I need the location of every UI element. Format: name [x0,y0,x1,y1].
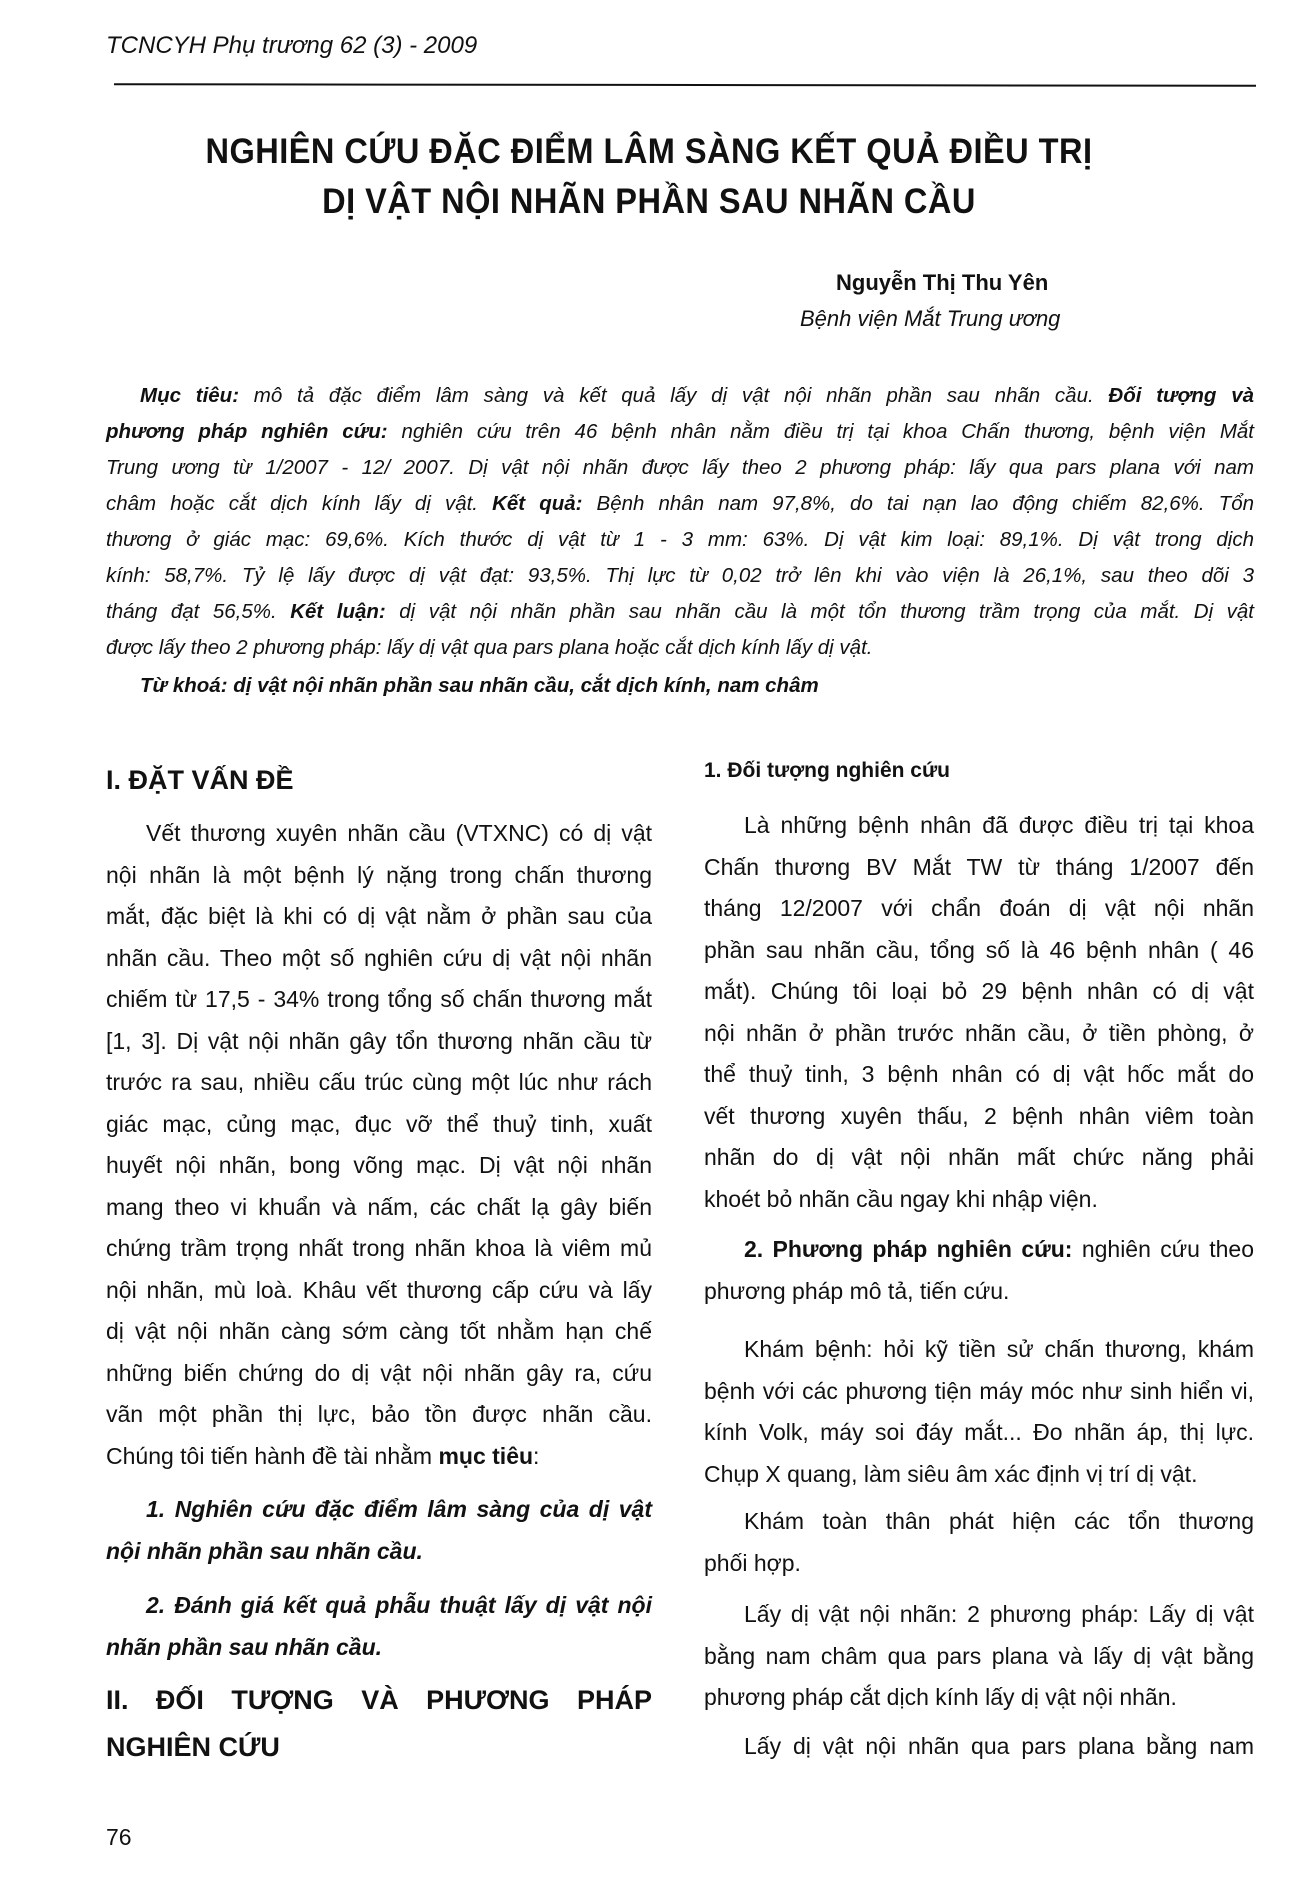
text-run: nhãn cầu. Theo một số nghiên cứu dị vật nội nhãn [106,944,652,971]
text-line [106,855,652,897]
text-line [704,1454,1254,1496]
methods-paragraph [704,1229,1254,1312]
text-run: nghiên cứu theo [1072,1236,1254,1262]
text-run: kính Volk, máy soi đáy mắt... Đo nhãn áp, thị lực. [704,1419,1254,1445]
text-run: tháng đạt 56,5%. [106,600,291,623]
text-run: những biến chứng do dị vật nội nhãn gây ra, cứu [106,1359,652,1386]
text-line [704,930,1254,972]
text-line [106,594,1254,630]
page-number: 76 [106,1824,132,1850]
text-line [106,1436,652,1478]
text-line [704,847,1254,889]
text-line [704,1054,1254,1096]
text-line [704,1013,1254,1055]
text-run: NGHIÊN CỨU [106,1732,280,1762]
subjects-paragraph [704,805,1254,1220]
text-run: được lấy theo 2 phương pháp: lấy dị vật qua pars plana hoặc cắt dịch kính lấy dị vật. [106,636,873,659]
text-line [106,558,1254,594]
text-run: mắt, đặc biệt là khi có dị vật nằm ở phần sau của [106,903,652,929]
objective-2 [106,1585,652,1668]
text-line [106,1489,652,1531]
text-line [106,630,1254,666]
article-title-line-1: NGHIÊN CỨU ĐẶC ĐIỂM LÂM SÀNG KẾT QUẢ ĐIỀU TRỊ [205,132,1093,171]
article-title-line-2: DỊ VẬT NỘI NHÃN PHẦN SAU NHÃN CẦU [322,182,976,221]
text-run: Là những bệnh nhân đã được điều trị tại khoa [744,812,1254,838]
section-heading-1 [106,757,652,804]
text-line [106,378,1254,414]
text-line [704,1179,1254,1221]
text-line [704,971,1254,1013]
text-line [106,1270,652,1312]
text-line [704,1636,1254,1678]
text-line [704,1229,1254,1271]
text-line [106,1228,652,1270]
text-run: tháng 12/2007 với chẩn đoán dị vật nội nhãn [704,895,1254,921]
text-line [106,1585,652,1627]
text-run: Lấy dị vật nội nhãn qua pars plana bằng nam [744,1733,1254,1759]
keywords: Từ khoá: dị vật nội nhãn phần sau nhãn cầu, cắt dịch kính, nam châm [140,674,819,697]
text-run: Trung ương từ 1/2007 - 12/ 2007. Dị vật nội nhãn được lấy theo 2 phương pháp: lấy qua pars plana với nam [106,456,1254,479]
objective-1 [106,1489,652,1572]
text-run: 2. Đánh giá kết quả phẫu thuật lấy dị vật nội [146,1592,652,1618]
text-run: kính: 58,7%. Tỷ lệ lấy được dị vật đạt: 93,5%. Thị lực từ 0,02 trở lên khi vào viện là 26,1%, sau theo dõi 3 [106,564,1254,587]
text-line [106,522,1254,558]
text-run: nội nhãn, mù loà. Khâu vết thương cấp cứu và lấy [106,1276,652,1303]
text-line [106,1104,652,1146]
text-run: trước ra sau, nhiều cấu trúc cùng một lúc như rách [106,1069,652,1095]
text-run: Khám toàn thân phát hiện các tổn thương [744,1508,1254,1534]
general-exam-paragraph [704,1501,1254,1584]
text-run: bệnh với các phương tiện máy móc như sinh hiển vi, [704,1377,1254,1404]
text-line [106,1724,652,1771]
emphasis-text: Đối tượng và [1108,384,1255,407]
text-run: : [533,1442,540,1469]
text-run: dị vật nội nhãn càng sớm càng tốt nhằm hạn chế [106,1318,652,1344]
text-line [704,1501,1254,1543]
text-run: II. ĐỐI TƯỢNG VÀ PHƯƠNG PHÁP [106,1685,652,1715]
text-run: Chúng tôi tiến hành đề tài nhằm [106,1442,439,1469]
text-line [106,938,652,980]
text-line [106,1677,652,1724]
text-run: giác mạc, củng mạc, đục vỡ thể thuỷ tinh, xuất [106,1110,652,1137]
text-run: mắt). Chúng tôi loại bỏ 29 bệnh nhân có dị vật [704,978,1254,1004]
text-run: phần sau nhãn cầu, tổng số là 46 bệnh nhân ( 46 [704,936,1254,963]
text-run: khoét bỏ nhãn cầu ngay khi nhập viện. [704,1185,1098,1212]
text-line [106,757,652,804]
text-run: châm hoặc cắt dịch kính lấy dị vật. [106,492,493,515]
text-line [106,450,1254,486]
text-run: 1. Nghiên cứu đặc điểm lâm sàng của dị vật [146,1496,652,1522]
text-run: nội nhãn là một bệnh lý nặng trong chấn thương [106,861,652,888]
text-run: phối hợp. [704,1549,801,1576]
text-line [106,1353,652,1395]
section-heading-2 [106,1677,652,1771]
text-line [106,1627,652,1669]
text-run: Khám bệnh: hỏi kỹ tiền sử chấn thương, khám [744,1336,1254,1362]
text-line [106,1531,652,1573]
text-line [704,888,1254,930]
text-line [704,1329,1254,1371]
text-run: vết thương xuyên thấu, 2 bệnh nhân viêm toàn [704,1102,1254,1129]
text-run: [1, 3]. Dị vật nội nhãn gây tổn thương nhãn cầu từ [106,1027,652,1054]
emphasis-text: Mục tiêu: [140,384,240,407]
text-run: chứng trầm trọng nhất trong nhãn khoa là viêm mủ [106,1235,652,1261]
header-rule [114,83,1256,87]
text-line [704,805,1254,847]
text-line [704,1371,1254,1413]
text-line [106,1394,652,1436]
text-run: phương pháp mô tả, tiến cứu. [704,1277,1010,1304]
text-line [106,896,652,938]
text-run: dị vật nội nhãn phần sau nhãn cầu là một tổn thương trầm trọng của mắt. Dị vật [385,600,1254,623]
running-head: TCNCYH Phụ trương 62 (3) - 2009 [106,32,478,59]
emphasis-text: phương pháp nghiên cứu: [106,420,388,443]
text-run: mô tả đặc điểm lâm sàng và kết quả lấy dị vật nội nhãn phần sau nhãn cầu. [239,384,1109,407]
author-name: Nguyễn Thị Thu Yên [836,270,1049,295]
text-run: Chấn thương BV Mắt TW từ tháng 1/2007 đến [704,853,1254,880]
text-run: chiếm từ 17,5 - 34% trong tổng số chấn thương mắt [106,986,652,1012]
text-line [704,1726,1254,1768]
text-run: huyết nội nhãn, bong võng mạc. Dị vật nội nhãn [106,1152,652,1178]
text-run: nội nhãn phần sau nhãn cầu. [106,1537,423,1564]
text-line [106,1145,652,1187]
text-run: Chụp X quang, làm siêu âm xác định vị trí dị vật. [704,1460,1198,1487]
subheading-subjects: 1. Đối tượng nghiên cứu [704,759,951,782]
removal-paragraph [704,1594,1254,1719]
text-line [704,1096,1254,1138]
text-run: mang theo vi khuẩn và nấm, các chất lạ gây biến [106,1193,652,1220]
text-run: nhãn do dị vật nội nhãn mất chức năng phải [704,1144,1254,1170]
text-line [106,1187,652,1229]
text-line [106,486,1254,522]
text-line [106,1062,652,1104]
text-run: thương ở giác mạc: 69,6%. Kích thước dị vật từ 1 - 3 mm: 63%. Dị vật kim loại: 89,1%. Dị vật trong dịch [106,528,1254,551]
text-line [704,1543,1254,1585]
text-line [704,1271,1254,1313]
text-run: Vết thương xuyên nhãn cầu (VTXNC) có dị vật [146,820,652,846]
pars-plana-paragraph [704,1726,1254,1768]
text-line [704,1412,1254,1454]
exam-paragraph [704,1329,1254,1495]
text-line [106,813,652,855]
emphasis-text: Kết quả: [492,492,583,515]
text-run: nhãn phần sau nhãn cầu. [106,1633,383,1660]
text-run: bằng nam châm qua pars plana và lấy dị vật bằng [704,1642,1254,1669]
text-line [106,1021,652,1063]
emphasis-text: Kết luận: [290,600,386,623]
author-affiliation: Bệnh viện Mắt Trung ương [800,306,1061,331]
emphasis-text: mục tiêu [438,1442,534,1469]
text-line [704,1677,1254,1719]
text-run: phương pháp cắt dịch kính lấy dị vật nội nhãn. [704,1684,1177,1710]
emphasis-text: 2. Phương pháp nghiên cứu: [744,1236,1073,1262]
text-run: Bệnh nhân nam 97,8%, do tai nạn lao động chiếm 82,6%. Tổn [582,492,1255,515]
text-run: nghiên cứu trên 46 bệnh nhân nằm điều trị tại khoa Chấn thương, bệnh viện Mắt [387,420,1254,443]
intro-paragraph [106,813,652,1477]
text-run: vãn một phần thị lực, bảo tồn được nhãn cầu. [106,1401,652,1427]
text-run: thể thuỷ tinh, 3 bệnh nhân có dị vật hốc mắt do [704,1061,1254,1087]
text-run: nội nhãn ở phần trước nhãn cầu, ở tiền phòng, ở [704,1019,1254,1046]
text-run: Lấy dị vật nội nhãn: 2 phương pháp: Lấy dị vật [744,1601,1254,1627]
text-line [704,1137,1254,1179]
text-line [704,1594,1254,1636]
text-line [106,414,1254,450]
text-line [106,979,652,1021]
text-run: I. ĐẶT VẤN ĐỀ [106,765,294,795]
abstract [106,378,1254,666]
text-line [106,1311,652,1353]
